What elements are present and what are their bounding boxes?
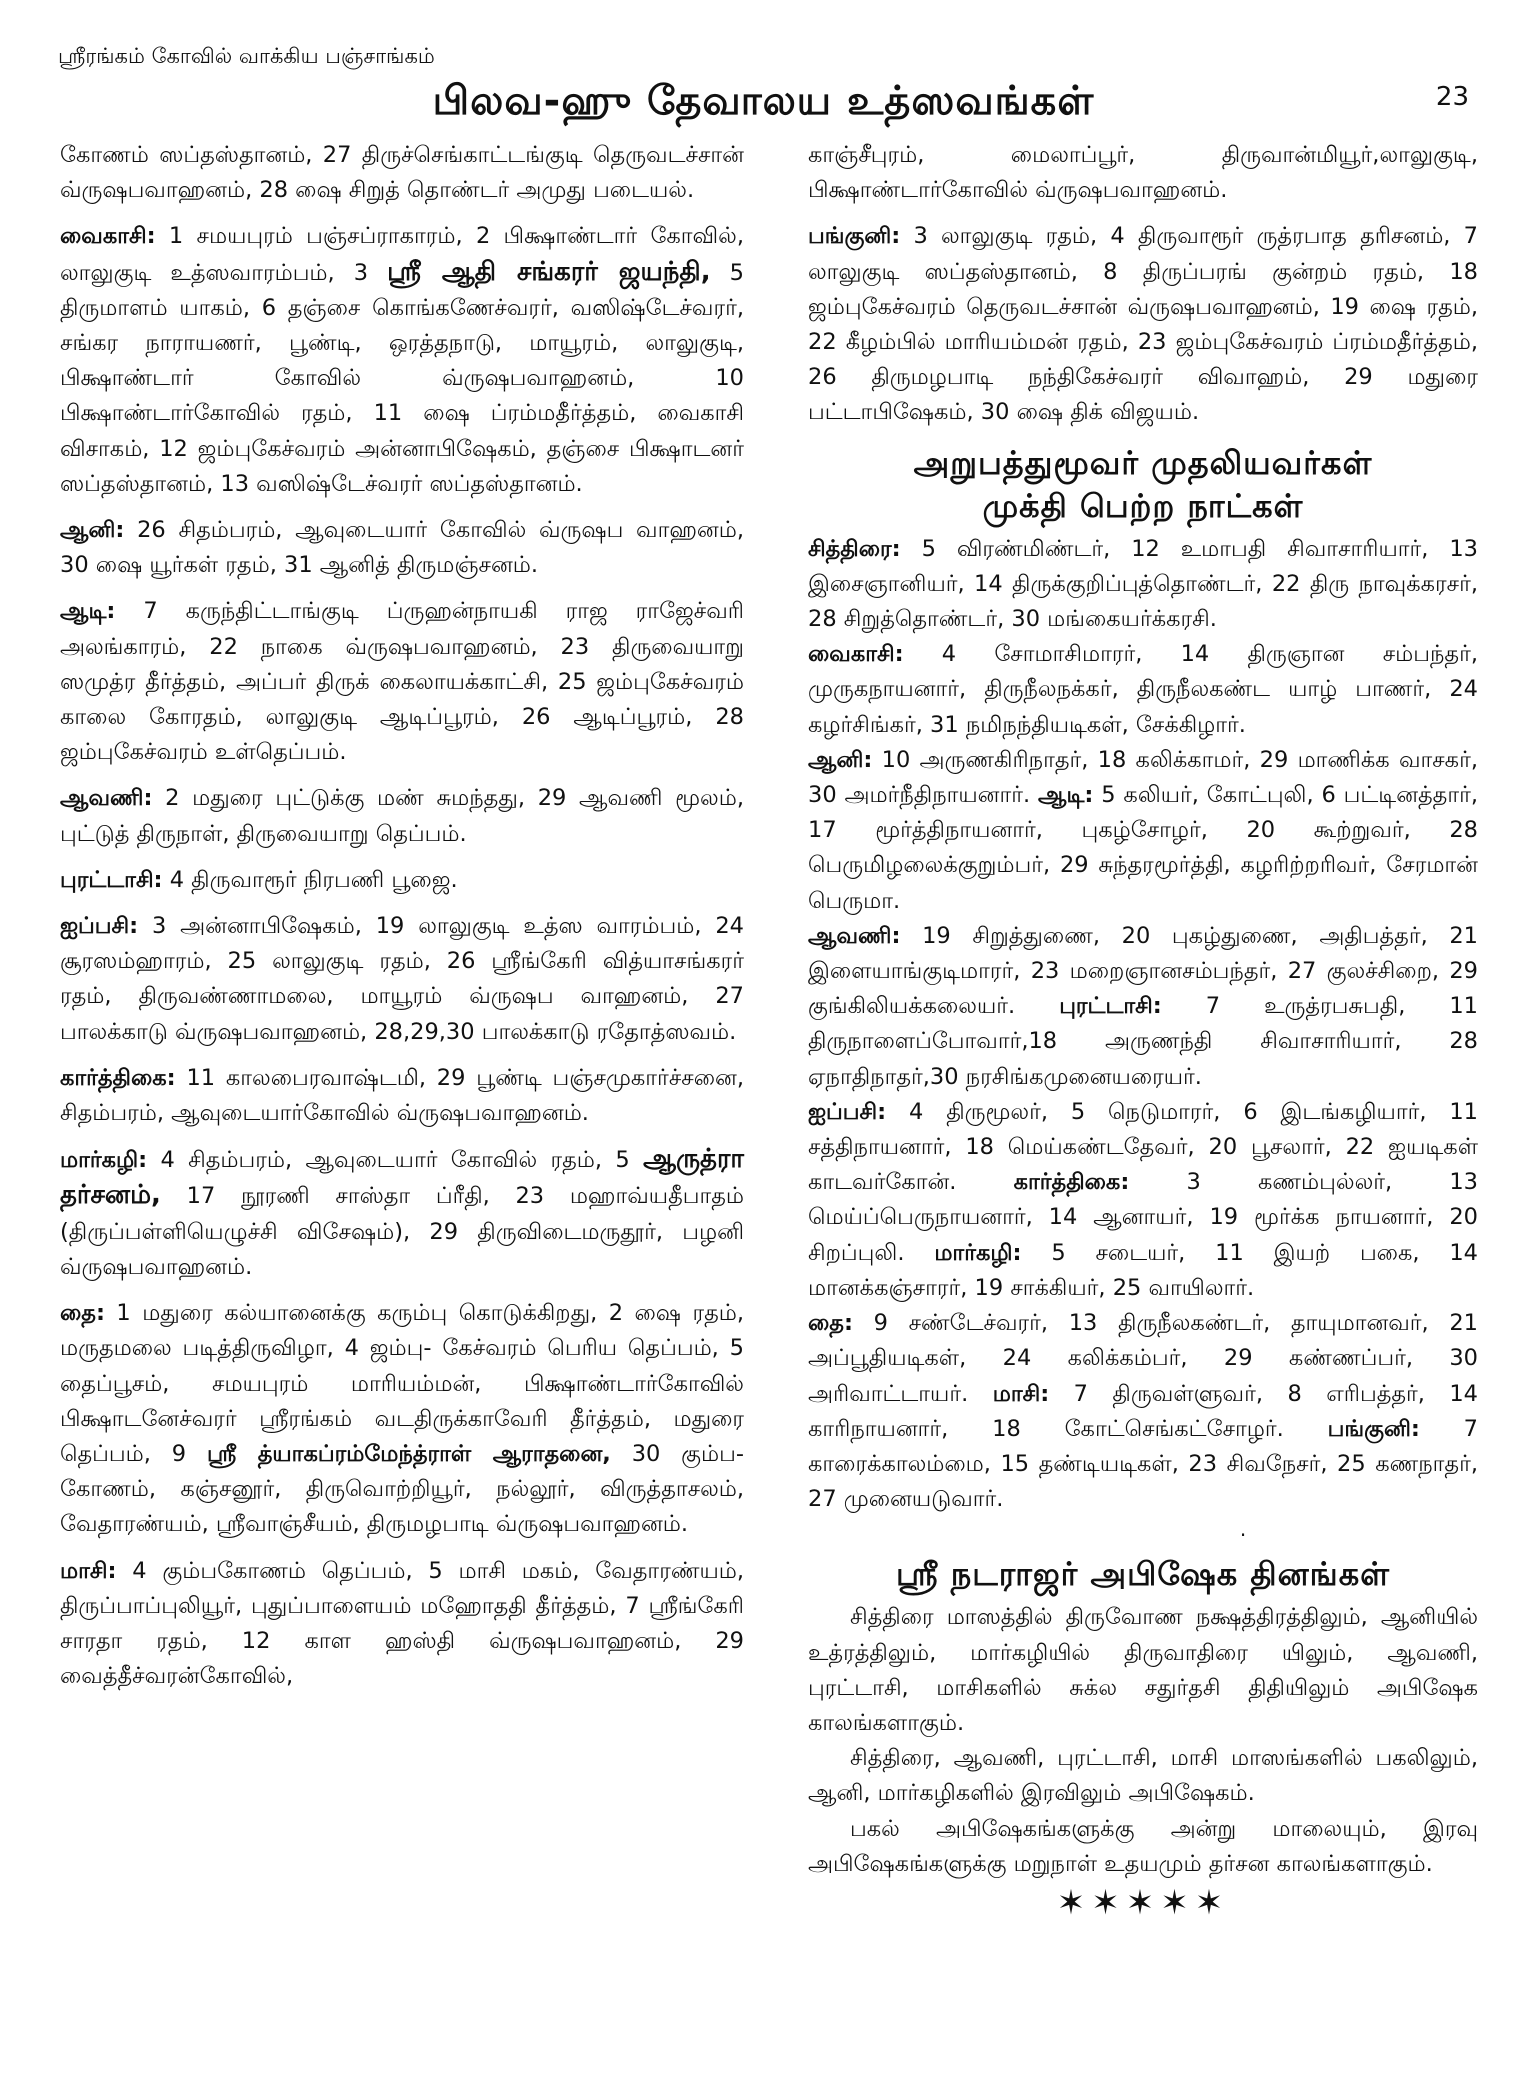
festival-entry: கோணம் ஸப்தஸ்தானம், 27 திருச்செங்காட்டங்குடி தெருவடச்சான் வ்ருஷபவாஹனம், 28 ஷை சிறுத் தொண்டர் அமுது படையல். bbox=[60, 142, 744, 204]
page-title: பிலவ-ஹு தேவாலய உத்ஸவங்கள் bbox=[432, 78, 1095, 124]
festival-entry-karthigai: கார்த்திகை: 11 காலபைரவாஷ்டமி, 29 பூண்டி பஞ்சமுகார்ச்சனை, சிதம்பரம், ஆவுடையார்கோவில் வ்ருஷபவாஹனம். bbox=[60, 1064, 744, 1127]
mukti-entry-thai-masi-panguni: தை: 9 சண்டேச்வரர், 13 திருநீலகண்டர், தாயுமானவர், 21 அப்பூதியடிகள், 24 கலிக்கம்பர், 29 கண்ணப்பர், 30 அரிவாட்டாயர். மாசி: 7 திருவள்ளுவர், 8 எரிபத்தர், 14 காரிநாயனார், 18 கோட்செங்கட்சோழர். பங்குனி: 7 காரைக்காலம்மை, 15 தண்டியடிகள், 23 சிவநேசர், 25 கணநாதர், 27 முனையடுவார். bbox=[808, 1310, 1478, 1513]
festival-entry-margazhi: மார்கழி: 4 சிதம்பரம், ஆவுடையார் கோவில் ரதம், 5 ஆருத்ரா தர்சனம், 17 நூரணி சாஸ்தா ப்ரீதி, 23 மஹாவ்யதீபாதம் (திருப்பள்ளியெழுச்சி விசேஷம்), 29 திருவிடைமருதூர், பழனி வ்ருஷபவாஹனம். bbox=[60, 1144, 744, 1280]
abhisheka-paragraph-1: சித்திரை மாஸத்தில் திருவோண நக்ஷத்திரத்திலும், ஆனியில் உத்ரத்திலும், மார்கழியில் திருவாதிரை யிலும், ஆவணி, புரட்டாசி, மாசிகளில் சுக்ல சதுர்தசி திதியிலும் அபிஷேக காலங்களாகும். bbox=[808, 1604, 1478, 1736]
star-ornament-icon: ✶✶✶✶✶ bbox=[1056, 1882, 1230, 1923]
page-number: 23 bbox=[1435, 82, 1469, 112]
highlight-event: ஸ்ரீ த்யாகப்ரம்மேந்த்ராள் ஆராதனை, bbox=[206, 1440, 611, 1467]
festival-entry-vaikasi: வைகாசி: 1 சமயபுரம் பஞ்சப்ராகாரம், 2 பிக்ஷாண்டார் கோவில், லாலுகுடி உத்ஸவாரம்பம், 3 ஸ்ரீ ஆதி சங்கரர் ஜயந்தி, 5 திருமாளம் யாகம், 6 தஞ்சை கொங்கணேச்வரர், வஸிஷ்டேச்வரர், சங்கர நாராயணர், பூண்டி, ஒரத்தநாடு, மாயூரம், லாலுகுடி, பிக்ஷாண்டார் கோவில் வ்ருஷபவாஹனம், 10 பிக்ஷாண்டார்கோவில் ரதம், 11 ஷை ப்ரம்மதீர்த்தம், வைகாசி விசாகம், 12 ஜம்புகேச்வரம் அன்னாபிஷேகம், தஞ்சை பிக்ஷாடனர் ஸப்தஸ்தானம், 13 வஸிஷ்டேச்வரர் ஸப்தஸ்தானம். bbox=[60, 223, 744, 497]
mukti-entry-chithirai: சித்திரை: 5 விரண்மிண்டர், 12 உமாபதி சிவாசாரியார், 13 இசைஞானியர், 14 திருக்குறிப்புத்தொண்டர், 22 திரு நாவுக்கரசர், 28 சிறுத்தொண்டர், 30 மங்கையர்க்கரசி. bbox=[808, 535, 1478, 633]
festival-entry-masi: மாசி: 4 கும்பகோணம் தெப்பம், 5 மாசி மகம், வேதாரண்யம், திருப்பாப்புலியூர், புதுப்பாளையம் மஹோததி தீர்த்தம், 7 ஸ்ரீங்கேரி சாரதா ரதம், 12 காள ஹஸ்தி வ்ருஷபவாஹனம், 29 வைத்தீச்வரன்கோவில், bbox=[60, 1557, 744, 1690]
festival-entry-aani: ஆனி: 26 சிதம்பரம், ஆவுடையார் கோவில் வ்ருஷப வாஹனம், 30 ஷை யூர்கள் ரதம், 31 ஆனித் திருமஞ்சனம். bbox=[60, 517, 744, 579]
highlight-event: ஆருத்ரா தர்சனம், bbox=[60, 1144, 744, 1211]
abhisheka-paragraph-3: பகல் அபிஷேகங்களுக்கு அன்று மாலையும், இரவு அபிஷேகங்களுக்கு மறுநாள் உதயமும் தர்சன காலங்களாகும். bbox=[808, 1815, 1478, 1877]
festival-entry-thai: தை: 1 மதுரை கல்யானைக்கு கரும்பு கொடுக்கிறது, 2 ஷை ரதம், மருதமலை படித்திருவிழா, 4 ஜம்பு- கேச்வரம் பெரிய தெப்பம், 5 தைப்பூசம், சமயபுரம் மாரியம்மன், பிக்ஷாண்டார்கோவில் பிக்ஷாடனேச்வரர் ஸ்ரீரங்கம் வடதிருக்காவேரி தீர்த்தம், மதுரை தெப்பம், 9 ஸ்ரீ த்யாகப்ரம்மேந்த்ராள் ஆராதனை, 30 கும்ப- கோணம், கஞ்சனூர், திருவொற்றியூர், நல்லூர், விருத்தாசலம், வேதாரண்யம், ஸ்ரீவாஞ்சீயம், திருமழபாடி வ்ருஷபவாஹனம். bbox=[60, 1300, 745, 1538]
mukti-entry-aani-aadi: ஆனி: 10 அருணகிரிநாதர், 18 கலிக்காமர், 29 மாணிக்க வாசகர், 30 அமர்நீதிநாயனார். ஆடி: 5 கலியர், கோட்புலி, 6 பட்டினத்தார், 17 மூர்த்திநாயனார், புகழ்சோழர், 20 கூற்றுவர், 28 பெருமிழலைக்குறும்பர், 29 சுந்தரமூர்த்தி, கழரிற்றரிவர், சேரமான் பெருமா. bbox=[808, 746, 1479, 914]
mukti-entry-vaikasi: வைகாசி: 4 சோமாசிமாரர், 14 திருஞான சம்பந்தர், முருகநாயனார், திருநீலநக்கர், திருநீலகண்ட யாழ் பாணர், 24 கழர்சிங்கர், 31 நமிநந்தியடிகள், சேக்கிழார். bbox=[808, 641, 1478, 738]
festival-entry: காஞ்சீபுரம், மைலாப்பூர், திருவான்மியூர்,லாலுகுடி, பிக்ஷாண்டார்கோவில் வ்ருஷபவாஹனம். bbox=[808, 142, 1478, 204]
mukti-entry-avani-purattasi: ஆவணி: 19 சிறுத்துணை, 20 புகழ்துணை, அதிபத்தர், 21 இளையாங்குடிமாரர், 23 மறைஞானசம்பந்தர், 27 குலச்சிறை, 29 குங்கிலியக்கலையர். புரட்டாசி: 7 உருத்ரபசுபதி, 11 திருநாளைப்போவார்,18 அருணந்தி சிவாசாரியார், 28 ஏநாதிநாதர்,30 நரசிங்கமுனையரையர். bbox=[808, 922, 1479, 1090]
section-title-nayanmars: அறுபத்துமூவர் முதலியவர்கள் முக்தி பெற்ற நாட்கள் bbox=[913, 443, 1373, 525]
festival-entry-panguni: பங்குனி: 3 லாலுகுடி ரதம், 4 திருவாரூர் ருத்ரபாத தரிசனம், 7 லாலுகுடி ஸப்தஸ்தானம், 8 திருப்பரங் குன்றம் ரதம், 18 ஜம்புகேச்வரம் தெருவடச்சான் வ்ருஷபவாஹனம், 19 ஷை ரதம், 22 கீழம்பில் மாரியம்மன் ரதம், 23 ஜம்புகேச்வரம் ப்ரம்மதீர்த்தம், 26 திருமழபாடி நந்திகேச்வரர் விவாஹம், 29 மதுரை பட்டாபிஷேகம், 30 ஷை திக் விஜயம். bbox=[808, 223, 1478, 426]
festival-entry-avani: ஆவணி: 2 மதுரை புட்டுக்கு மண் சுமந்தது, 29 ஆவணி மூலம், புட்டுத் திருநாள், திருவையாறு தெப்பம். bbox=[60, 785, 744, 847]
festival-entry-aippasi: ஐப்பசி: 3 அன்னாபிஷேகம், 19 லாலுகுடி உத்ஸ வாரம்பம், 24 சூரஸம்ஹாரம், 25 லாலுகுடி ரதம், 26 ஸ்ரீங்கேரி வித்யாசங்கரர் ரதம், திருவண்ணாமலை, மாயூரம் வ்ருஷப வாஹனம், 27 பாலக்காடு வ்ருஷபவாஹனம், 28,29,30 பாலக்காடு ரதோத்ஸவம். bbox=[60, 913, 744, 1045]
right-column bbox=[808, 138, 1478, 1921]
festival-entry-aadi: ஆடி: 7 கருந்திட்டாங்குடி ப்ருஹன்நாயகி ராஜ ராஜேச்வரி அலங்காரம், 22 நாகை வ்ருஷபவாஹனம், 23 திருவையாறு ஸமுத்ர தீர்த்தம், அப்பர் திருக் கைலாயக்காட்சி, 25 ஜம்புகேச்வரம் காலை கோரதம், லாலுகுடி ஆடிப்பூரம், 26 ஆடிப்பூரம், 28 ஜம்புகேச்வரம் உள்தெப்பம். bbox=[60, 598, 744, 766]
section-title-abhisheka: ஸ்ரீ நடராஜர் அபிஷேக தினங்கள் bbox=[895, 1555, 1391, 1594]
left-column bbox=[60, 138, 744, 1705]
highlight-event: ஸ்ரீ ஆதி சங்கரர் ஜயந்தி, bbox=[387, 256, 711, 287]
stray-dot: . bbox=[1239, 1517, 1247, 1542]
running-head: ஸ்ரீரங்கம் கோவில் வாக்கிய பஞ்சாங்கம் bbox=[58, 44, 435, 68]
festival-entry-purattasi: புரட்டாசி: 4 திருவாரூர் நிரபணி பூஜை. bbox=[60, 866, 458, 893]
mukti-entry-aippasi-karthigai-margazhi: ஐப்பசி: 4 திருமூலர், 5 நெடுமாரர், 6 இடங்கழியார், 11 சத்திநாயனார், 18 மெய்கண்டதேவர், 20 பூசலார், 22 ஐயடிகள் காடவர்கோன். கார்த்திகை: 3 கணம்புல்லர், 13 மெய்ப்பெருநாயனார், 14 ஆனாயர், 19 மூர்க்க நாயனார், 20 சிறப்புலி. மார்கழி: 5 சடையர், 11 இயற் பகை, 14 மானக்கஞ்சாரர், 19 சாக்கியர், 25 வாயிலார். bbox=[808, 1098, 1478, 1301]
abhisheka-paragraph-2: சித்திரை, ஆவணி, புரட்டாசி, மாசி மாஸங்களில் பகலிலும், ஆனி, மார்கழிகளில் இரவிலும் அபிஷேகம். bbox=[808, 1745, 1478, 1807]
